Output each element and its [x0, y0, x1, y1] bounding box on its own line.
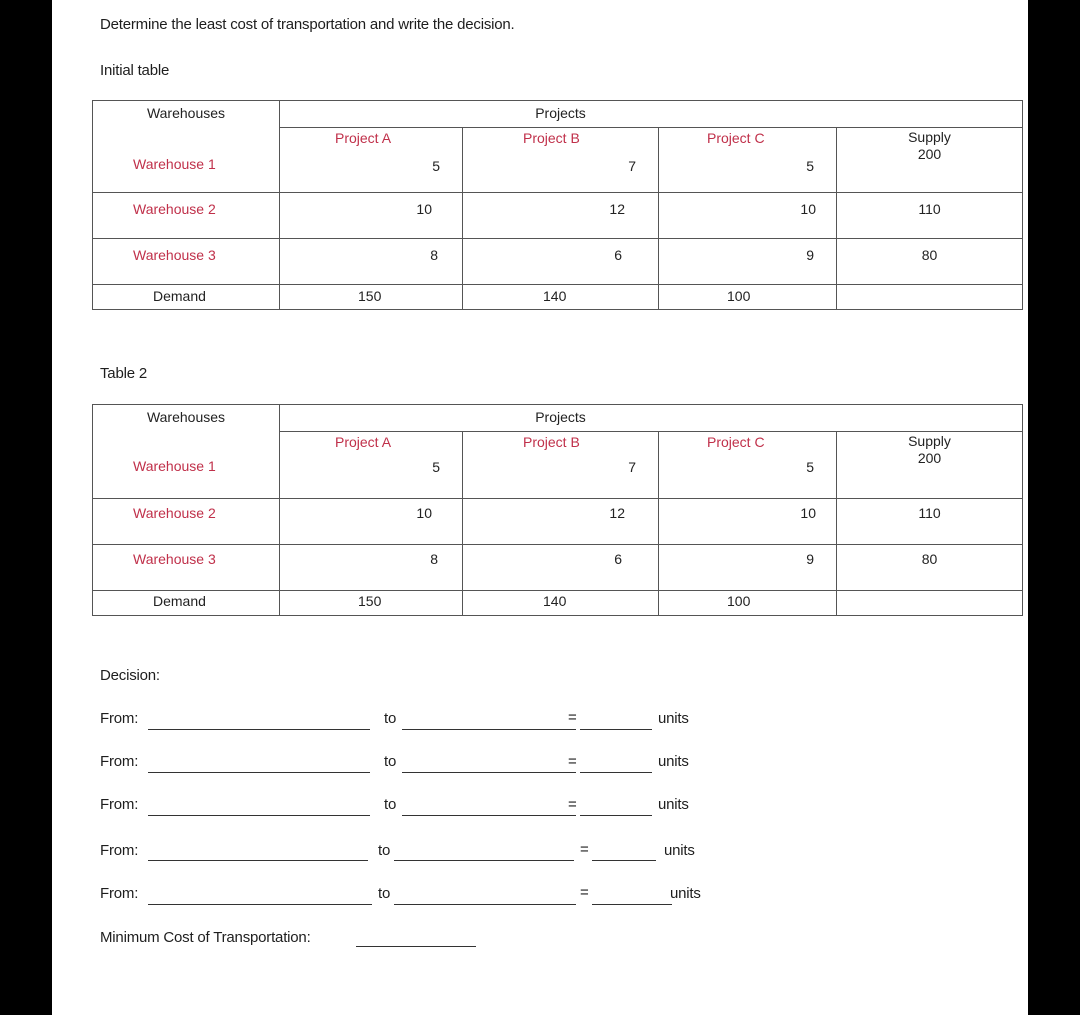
cost-cell: 9 [806, 247, 814, 263]
from-blank[interactable] [148, 904, 372, 905]
group-header: Projects [535, 105, 586, 121]
to-blank[interactable] [394, 904, 576, 905]
table-caption: Table 2 [100, 365, 147, 382]
cost-cell: 5 [806, 158, 814, 174]
to-label: to [384, 753, 397, 770]
cost-cell: 10 [800, 505, 816, 521]
supply-header: Supply [908, 129, 951, 145]
transportation-table-2 [92, 404, 1023, 616]
cost-cell: 12 [609, 201, 625, 217]
from-label: From: [100, 842, 139, 859]
supply-cell: 80 [921, 551, 938, 567]
equals-sign: = [568, 709, 577, 726]
decision-title: Decision: [100, 667, 160, 684]
column-header: Project B [523, 434, 580, 450]
cost-cell: 12 [609, 505, 625, 521]
min-cost-blank[interactable] [356, 946, 476, 947]
cost-cell: 5 [432, 459, 440, 475]
units-blank[interactable] [592, 904, 672, 905]
cost-cell: 8 [430, 247, 438, 263]
demand-label: Demand [153, 288, 206, 304]
units-blank[interactable] [580, 729, 652, 730]
row-header: Warehouses [146, 409, 226, 425]
cost-cell: 7 [628, 158, 636, 174]
warehouse-label: Warehouse 1 [133, 457, 216, 474]
units-blank[interactable] [580, 815, 652, 816]
from-label: From: [100, 710, 139, 727]
to-blank[interactable] [402, 815, 576, 816]
equals-sign: = [580, 884, 589, 901]
table-caption: Initial table [100, 62, 170, 79]
cost-cell: 6 [614, 551, 622, 567]
to-label: to [378, 885, 391, 902]
from-blank[interactable] [148, 772, 370, 773]
column-header: Project B [523, 130, 580, 146]
cost-cell: 9 [806, 551, 814, 567]
units-blank[interactable] [580, 772, 652, 773]
from-label: From: [100, 885, 139, 902]
equals-sign: = [568, 796, 577, 813]
cost-cell: 10 [416, 201, 432, 217]
column-header: Project A [335, 130, 392, 146]
cost-cell: 6 [614, 247, 622, 263]
to-label: to [378, 842, 391, 859]
equals-sign: = [568, 753, 577, 770]
from-blank[interactable] [148, 860, 368, 861]
demand-cell: 150 [358, 288, 382, 304]
min-cost-label: Minimum Cost of Transportation: [100, 929, 311, 946]
worksheet-page [52, 0, 1028, 1015]
column-header: Project A [335, 434, 392, 450]
warehouse-label: Warehouse 1 [133, 155, 216, 172]
supply-cell: 200 [917, 450, 942, 466]
cost-cell: 10 [416, 505, 432, 521]
column-header: Project C [707, 434, 765, 450]
units-label: units [658, 710, 689, 727]
to-label: to [384, 710, 397, 727]
cost-cell: 7 [628, 459, 636, 475]
demand-label: Demand [153, 593, 206, 609]
demand-cell: 100 [727, 288, 751, 304]
from-label: From: [100, 796, 139, 813]
demand-cell: 150 [358, 593, 382, 609]
equals-sign: = [580, 841, 589, 858]
supply-cell: 110 [918, 201, 941, 217]
warehouse-label: Warehouse 2 [133, 505, 216, 521]
warehouse-label: Warehouse 2 [133, 201, 216, 217]
cost-cell: 5 [806, 459, 814, 475]
group-header: Projects [535, 409, 586, 425]
demand-cell: 140 [543, 288, 567, 304]
cost-cell: 8 [430, 551, 438, 567]
to-blank[interactable] [402, 772, 576, 773]
to-blank[interactable] [402, 729, 576, 730]
units-label: units [658, 796, 689, 813]
from-blank[interactable] [148, 815, 370, 816]
demand-cell: 100 [727, 593, 751, 609]
cost-cell: 10 [800, 201, 816, 217]
column-header: Project C [707, 130, 765, 146]
to-blank[interactable] [394, 860, 574, 861]
supply-cell: 110 [918, 505, 941, 521]
supply-header: Supply [908, 433, 951, 449]
from-label: From: [100, 753, 139, 770]
warehouse-label: Warehouse 3 [133, 247, 216, 263]
units-label: units [658, 753, 689, 770]
units-label: units [664, 842, 695, 859]
units-blank[interactable] [592, 860, 656, 861]
supply-cell: 200 [917, 146, 942, 162]
from-blank[interactable] [148, 729, 370, 730]
to-label: to [384, 796, 397, 813]
warehouse-label: Warehouse 3 [133, 551, 216, 567]
demand-cell: 140 [543, 593, 567, 609]
units-label: units [670, 885, 701, 902]
row-header-cell [93, 101, 280, 128]
cost-cell: 5 [432, 158, 440, 174]
supply-cell: 80 [921, 247, 938, 263]
instruction-text: Determine the least cost of transportation and write the decision. [100, 16, 515, 33]
row-header: Warehouses [146, 105, 226, 121]
transportation-table-initial [92, 100, 1023, 310]
